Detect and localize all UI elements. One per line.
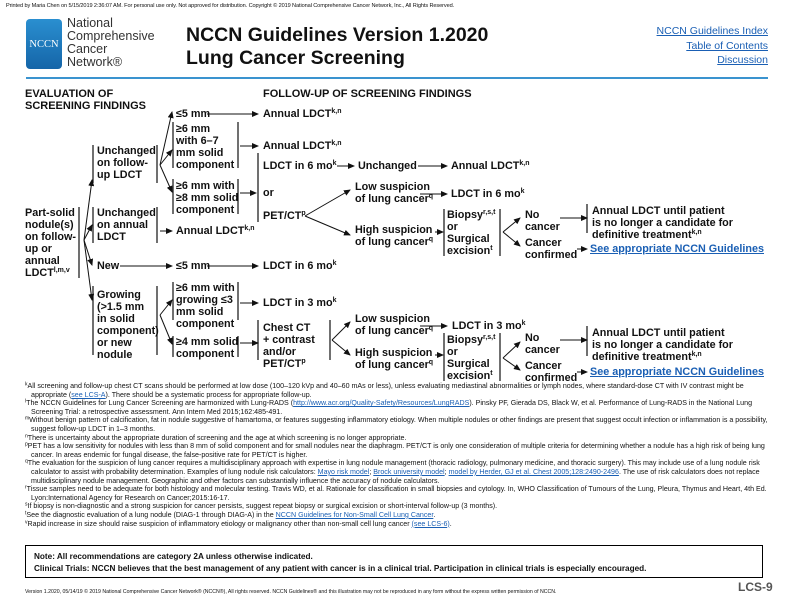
annual-until-node: Annual LDCT until patient is no longer a candidate for definitive treatment$^{k,n}$	[592, 327, 733, 363]
org-name: National Comprehensive Cancer Network®	[67, 16, 155, 69]
le5mm-node: ≤5 mm	[176, 108, 211, 120]
flow-arrow	[305, 190, 350, 216]
footnote-r: $^r$Tissue samples need to be adequate for both histology and molecular testing. Travis WD, et al. Rationale for classification in small biopsies and cytology. In, WHO Classification of Tumours of the Lung, Pleura, Thymus and Heart, 4th Ed. Lyon:International Agency for Research on Cancer;2015:16-17.	[25, 484, 767, 502]
footnote-s: $^s$If biopsy is non-diagnostic and a strong suspicion for cancer persists, suggest repeat biopsy or surgical excision or short-interval follow-up (3 months).	[25, 501, 498, 511]
ldct-3mo-node: LDCT in 3 $mo^k$	[263, 297, 337, 309]
6-7mm-solid-node: ≥6 mm with 6–7 mm solid component	[176, 123, 235, 171]
flow-arrow	[332, 322, 350, 340]
or-label: or	[263, 187, 274, 199]
8mm-solid-node: ≥6 mm with ≥8 mm solid component	[176, 180, 239, 216]
footnote-t: $^t$See the diagnostic evaluation of a lung nodule (DIAG-1 through DIAG-A) in the NCCN Guidelines for Non-Small Cell Lung Cancer.	[25, 510, 436, 519]
note-category: Note: All recommendations are category 2A unless otherwise indicated.	[34, 552, 313, 561]
flow-arrow	[503, 218, 520, 232]
lung-rads-link[interactable]: http://www.acr.org/Quality-Safety/Resources/LungRADS	[293, 399, 470, 408]
annual-ldct-node: Annual LDCT$^{k,n}$	[263, 140, 342, 152]
mayo-model-link[interactable]: Mayo risk model	[317, 467, 370, 476]
print-notice: Printed by Maria Chen on 5/15/2019 2:36:07 AM. For personal use only. Not approved for distribution. Copyright © 2019 National Comprehensive Cancer Network, Inc., All Rights Reserved.	[6, 3, 455, 9]
annual-ldct-node: Annual LDCT$^{k,n}$	[451, 160, 530, 172]
footnote-p: $^p$PET has a low sensitivity for nodules with less than 8 mm of solid component and for small nodules near the diaphragm. PET/CT is only one consideration of multiple criteria for determining whether a nodule has a high risk of being lung cancer. In areas endemic for fungal disease, the false-positive rate for PET/CT is higher.	[25, 441, 765, 459]
unchanged-followup-ldct: Unchanged on follow- up LDCT	[97, 145, 156, 181]
no-cancer-node: No cancer	[525, 209, 560, 233]
page-title: NCCN Guidelines Version 1.2020 Lung Cancer Screening	[186, 24, 489, 69]
footnote-v: $^v$Rapid increase in size should raise suspicion of inflammatory etiology or malignancy other than non-small cell lung cancer (see LCS-6).	[25, 519, 452, 528]
low-suspicion-node: Low suspicion of lung cancer$^q$	[355, 313, 434, 337]
see-nccn-guidelines-link[interactable]: See appropriate NCCN Guidelines	[590, 366, 764, 378]
brock-model-link[interactable]: Brock university model	[373, 467, 445, 476]
flow-arrow	[84, 180, 92, 240]
flow-arrow	[503, 232, 520, 246]
unchanged-node: Unchanged	[358, 160, 417, 172]
annual-ldct-node: Annual LDCT$^{k,n}$	[176, 225, 255, 237]
nccn-logo: NCCN	[26, 19, 62, 69]
footnote-l: $^l$The NCCN Guidelines for Lung Cancer Screening are harmonized with Lung-RADS (http://www.acr.org/Quality-Safety/Resources/LungRADS). Pinsky PF, Gierada DS, Black W, et al. Performance of Lung-RADS in the National Lung Screening Trial: a retrospective assessment. Ann Intern Med 2015;162:485-491.	[25, 398, 753, 416]
see-nccn-guidelines-link[interactable]: See appropriate NCCN Guidelines	[590, 243, 764, 255]
nsclc-guidelines-link[interactable]: NCCN Guidelines for Non-Small Cell Lung Cancer	[275, 510, 434, 519]
biopsy-node: Biopsy$^{r,s,t}$ or Surgical excision$^t$	[447, 209, 496, 257]
footnote-n: $^n$There is uncertainty about the appropriate duration of screening and the age at which screening is no longer appropriate.	[25, 433, 407, 442]
cancer-confirmed-node: Cancer confirmed	[525, 360, 578, 384]
note-box	[25, 545, 763, 578]
ldct-6mo-node: LDCT in 6 $mo^k$	[263, 260, 337, 272]
high-suspicion-node: High suspicion of lung cancer$^q$	[355, 347, 434, 371]
page-code: LCS-9	[738, 580, 773, 594]
part-solid-nodule: Part-solid nodule(s) on follow- up or annual LDCT$^{l,m,v}$	[25, 207, 76, 279]
followup-header: FOLLOW-UP OF SCREENING FINDINGS	[263, 88, 472, 100]
flow-arrow	[332, 340, 350, 355]
annual-until-node: Annual LDCT until patient is no longer a candidate for definitive treatment$^{k,n}$	[592, 205, 733, 241]
ldct-6mo-node: LDCT in 6 $mo^k$	[263, 160, 337, 172]
annual-ldct-node: Annual LDCT$^{k,n}$	[263, 108, 342, 120]
version-line: Version 1.2020, 05/14/19 © 2019 National Comprehensive Cancer Network® (NCCN®), All rights reserved. NCCN Guidelines® and this illustration may not be reproduced in any form without the express written permission of NCCN.	[25, 589, 557, 595]
flow-arrow	[503, 358, 520, 370]
footnote-k: $^k$All screening and follow-up chest CT scans should be performed at low dose (100–120 kVp and 40–60 mAs or less), unless evaluating mediastinal abnormalities or lymph nodes, where standard-dose CT with IV contrast might be appropriate (see LCS-A). There should be a systematic process for appropriate follow-up.	[25, 381, 744, 399]
flow-arrow	[84, 240, 92, 300]
le5mm-node: ≤5 mm	[176, 260, 211, 272]
see-lcs-a-link[interactable]: see LCS-A	[71, 390, 106, 399]
guidelines-index-link[interactable]: NCCN Guidelines Index	[656, 25, 768, 37]
chest-ct-node: Chest CT + contrast and/or PET/$CT^p$	[263, 322, 315, 370]
low-suspicion-node: Low suspicion of lung cancer$^q$	[355, 181, 434, 205]
flow-arrow	[160, 300, 172, 315]
evaluation-header: EVALUATION OF SCREENING FINDINGS	[25, 88, 147, 112]
ldct-6mo-node: LDCT in 6 $mo^k$	[451, 188, 525, 200]
high-suspicion-node: High suspicion of lung cancer$^q$	[355, 224, 434, 248]
flow-arrow	[503, 342, 520, 358]
4mm-solid-node: ≥4 mm solid component	[176, 336, 239, 360]
footnote-q: $^q$The evaluation for the suspicion of lung cancer requires a multidisciplinary approach with expertise in lung nodule management (thoracic radiology, pulmonary medicine, and thoracic surgery). This may include use of a lung nodule risk calculator to assist with probability determination. Examples of lung nodule risk calculators: Mayo risk model; Brock university model; model by Herder, GJ et al. Chest 2005;128:2490-2496. The use of risk calculators does not replace multidisciplinary nodule management. Geographic and other factors can substantially influence the accuracy of nodule calculators.	[25, 458, 760, 485]
biopsy-node: Biopsy$^{r,s,t}$ or Surgical excision$^t$	[447, 334, 496, 382]
growing-3mm-node: ≥6 mm with growing ≤3 mm solid component	[176, 282, 235, 330]
cancer-confirmed-node: Cancer confirmed	[525, 237, 578, 261]
see-lcs-6-link[interactable]: (see LCS-6)	[411, 519, 450, 528]
growing-node: Growing (>1.5 mm in solid component) or new nodule	[97, 289, 159, 361]
note-clinical-trials: Clinical Trials: NCCN believes that the best management of any patient with cancer is in a clinical trial. Participation in clinical trials is especially encouraged.	[34, 563, 647, 573]
no-cancer-node: No cancer	[525, 332, 560, 356]
ldct-3mo-node: LDCT in 3 $mo^k$	[452, 320, 526, 332]
discussion-link[interactable]: Discussion	[717, 54, 768, 66]
unchanged-annual-ldct: Unchanged on annual LDCT	[97, 207, 156, 243]
flow-arrow	[160, 315, 172, 344]
flow-arrow	[305, 216, 350, 235]
flow-arrow	[160, 165, 172, 192]
pet-ct-node: PET/$CT^p$	[263, 210, 306, 222]
new-node: New	[97, 260, 120, 272]
footnote-m: $^m$Without benign pattern of calcification, fat in nodule suggestive of hamartoma, or features suggesting inflammatory etiology. When multiple nodules or other findings are present that suggest occult infection or inflammation is a possibility, suggest follow-up LDCT in 1–3 months.	[25, 415, 768, 433]
table-of-contents-link[interactable]: Table of Contents	[686, 39, 768, 52]
herder-model-link[interactable]: model by Herder, GJ et al. Chest 2005;128:2490-2496	[448, 467, 619, 476]
footnotes	[25, 382, 775, 528]
